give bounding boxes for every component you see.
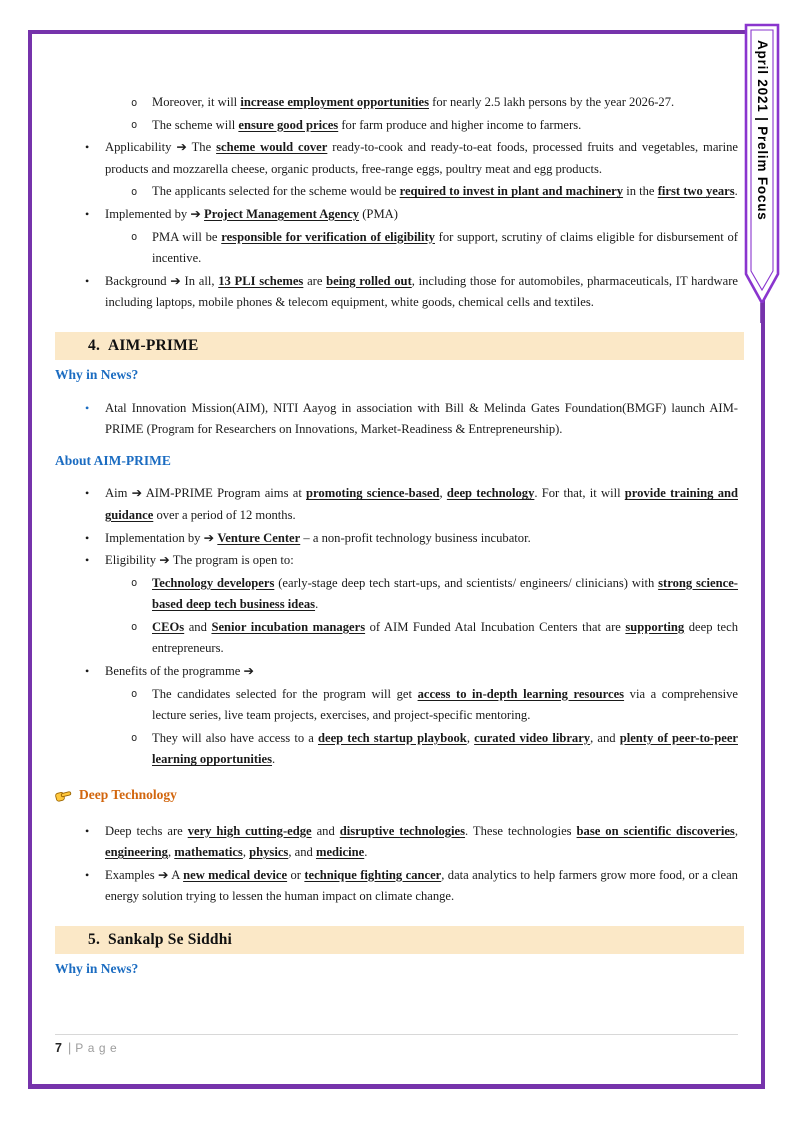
- text-run: via a comprehensive lecture series, live team projects, exercises, and project-specific mentoring.: [152, 686, 738, 723]
- section-header: [55, 926, 744, 954]
- bullet-item: [55, 398, 738, 441]
- bullet-marker-icon: •: [85, 823, 90, 838]
- text-run: ,: [734, 823, 738, 838]
- page-footer: [55, 1041, 121, 1055]
- text-run-bold-underline: base on scientific discoveries: [576, 823, 735, 838]
- text-run-bold-underline: disruptive technologies: [339, 823, 466, 838]
- text-run-bold-underline: first two years: [657, 184, 735, 199]
- text-run-bold-underline: engineering: [105, 845, 168, 860]
- text-run: are: [303, 273, 327, 288]
- text-run-bold-underline: Venture Center: [217, 530, 301, 545]
- text-run: Implemented by ➔: [105, 206, 205, 221]
- footer-divider: [55, 1034, 738, 1035]
- bullet-marker-icon: •: [85, 867, 90, 882]
- section-number: 4.: [88, 336, 101, 354]
- text-run: ,: [242, 845, 250, 860]
- text-run: Background ➔ In all,: [105, 273, 219, 288]
- text-run: over a period of 12 months.: [153, 507, 296, 522]
- bullet-item: [55, 661, 738, 683]
- text-run-bold-underline: provide training and guidance: [105, 486, 738, 522]
- document-content: [55, 92, 738, 992]
- text-run-bold-underline: curated video library: [474, 730, 591, 745]
- bullet-marker-icon: o: [131, 119, 138, 132]
- bullet-item: [55, 865, 738, 908]
- bullet-marker-icon: •: [85, 553, 90, 568]
- text-run: for support, scrutiny of claims eligible for disbursement of incentive.: [152, 229, 738, 266]
- sub-bullet-item: [55, 92, 738, 114]
- text-run-bold-underline: responsible for verification of eligibility: [221, 229, 435, 244]
- text-run-bold-underline: CEOs: [152, 619, 185, 634]
- text-run-bold-underline: deep tech startup playbook: [317, 730, 467, 745]
- text-run-bold-underline: physics: [249, 845, 289, 860]
- bullet-marker-icon: o: [131, 577, 138, 590]
- bullet-marker-icon: •: [85, 273, 90, 288]
- bullet-item: [55, 137, 738, 180]
- sub-bullet-item: [55, 573, 738, 616]
- text-run: ,: [439, 486, 447, 501]
- bullet-item: [55, 821, 738, 864]
- bullet-item: [55, 483, 738, 526]
- text-run: – a non-profit technology business incubator.: [300, 530, 531, 545]
- text-run: Benefits of the programme ➔: [105, 664, 255, 679]
- bullet-marker-icon: •: [85, 530, 90, 545]
- text-run: for farm produce and higher income to farmers.: [338, 117, 582, 132]
- text-run: Eligibility ➔ The program is open to:: [105, 553, 294, 568]
- text-run: . These technologies: [465, 823, 577, 838]
- text-run: of AIM Funded Atal Incubation Centers that are: [365, 619, 626, 634]
- bullet-marker-icon: o: [131, 231, 138, 244]
- text-run: Aim ➔ AIM-PRIME Program aims at: [105, 486, 307, 501]
- footer-separator: |: [67, 1041, 72, 1055]
- bullet-item: [55, 204, 738, 226]
- text-run: The scheme will: [152, 117, 239, 132]
- heading-label: Why in News?: [55, 961, 139, 976]
- section-title: AIM-PRIME: [108, 336, 199, 354]
- sub-bullet-item: [55, 227, 738, 270]
- section-header: [55, 332, 744, 360]
- text-run-bold-underline: required to invest in plant and machinery: [399, 184, 624, 199]
- text-run: PMA will be: [152, 229, 222, 244]
- text-run-bold-underline: deep technology: [446, 486, 535, 501]
- text-run: Implementation by ➔: [105, 530, 218, 545]
- text-run: . For that, it will: [534, 486, 625, 501]
- bullet-marker-icon: •: [85, 140, 90, 155]
- sub-heading: [55, 364, 738, 386]
- sub-bullet-item: [55, 115, 738, 137]
- side-tab: [743, 22, 781, 324]
- text-run: , and: [288, 845, 316, 860]
- text-run: Atal Innovation Mission(AIM), NITI Aayog in association with Bill & Melinda Gates Foundation(BMGF) launch AIM-PRIME (Program for Researchers on Innovations, Market-Readiness & Entrepreneurship).: [105, 400, 738, 437]
- text-run-bold-underline: increase employment opportunities: [240, 95, 430, 109]
- text-run: They will also have access to a: [152, 730, 318, 745]
- text-run: ready-to-cook and ready-to-eat foods, processed fruits and vegetables, marine products and mozzarella cheese, organic products, free-range eggs, poultry meat and egg products.: [105, 140, 738, 176]
- bullet-marker-icon: o: [131, 688, 138, 701]
- heading-label: Deep Technology: [79, 787, 177, 803]
- text-run: .: [364, 845, 368, 860]
- text-run-bold-underline: supporting: [625, 619, 685, 634]
- page-number: 7: [55, 1041, 62, 1055]
- text-run: .: [272, 752, 276, 767]
- text-run-bold-underline: ensure good prices: [238, 117, 339, 132]
- topic-heading: [55, 784, 738, 806]
- text-run: Applicability ➔ The: [105, 140, 217, 155]
- text-run-bold-underline: Project Management Agency: [204, 206, 360, 221]
- bullet-item: [55, 550, 738, 572]
- text-run: .: [734, 184, 738, 199]
- bullet-marker-icon: o: [131, 732, 138, 745]
- bullet-marker-icon: •: [85, 206, 90, 221]
- heading-label: Why in News?: [55, 366, 139, 382]
- text-run: Deep techs are: [105, 823, 188, 838]
- text-run: The applicants selected for the scheme would be: [152, 184, 400, 199]
- pointing-hand-icon: [55, 788, 72, 802]
- bullet-marker-icon: •: [85, 664, 90, 679]
- text-run-bold-underline: strong science-based deep tech business ideas: [152, 575, 738, 612]
- text-run-bold-underline: scheme would cover: [216, 140, 328, 155]
- text-run: , data analytics to help farmers grow more food, or a clean energy solution trying to lessen the human impact on climate change.: [105, 867, 738, 904]
- text-run: , including those for automobiles, pharmaceuticals, IT hardware including laptops, mobile phones & telecom equipment, white goods, chemical cells and textiles.: [105, 273, 738, 310]
- text-run-bold-underline: being rolled out: [326, 273, 412, 288]
- bullet-marker-icon: •: [85, 486, 90, 501]
- section-title: Sankalp Se Siddhi: [108, 931, 233, 948]
- text-run: Moreover, it will: [152, 95, 241, 109]
- text-run: or: [287, 867, 305, 882]
- text-run: ,: [466, 730, 475, 745]
- text-run-bold-underline: plenty of peer-to-peer learning opportunities: [152, 730, 738, 767]
- bullet-marker-icon: o: [131, 185, 138, 198]
- bullet-marker-icon: o: [131, 96, 138, 109]
- text-run-bold-underline: access to in-depth learning resources: [417, 686, 625, 701]
- text-run-bold-underline: new medical device: [183, 867, 288, 882]
- text-run-bold-underline: Senior incubation managers: [211, 619, 366, 634]
- text-run: (PMA): [359, 206, 398, 221]
- text-run: and: [311, 823, 340, 838]
- bullet-marker-icon: •: [85, 400, 90, 415]
- sub-bullet-item: [55, 617, 738, 660]
- text-run-bold-underline: very high cutting-edge: [187, 823, 312, 838]
- text-run: in the: [623, 184, 658, 199]
- text-run: , and: [590, 730, 620, 745]
- text-run: .: [315, 597, 319, 612]
- sub-heading: [55, 450, 738, 472]
- bullet-marker-icon: o: [131, 621, 138, 634]
- sub-heading: [55, 958, 738, 980]
- text-run: for nearly 2.5 lakh persons by the year 2026-27.: [429, 95, 675, 109]
- text-run: The candidates selected for the program will get: [152, 686, 418, 701]
- text-run-bold-underline: promoting science-based: [306, 486, 440, 501]
- sub-bullet-item: [55, 684, 738, 727]
- text-run-bold-underline: Technology developers: [152, 575, 275, 590]
- bullet-item: [55, 271, 738, 314]
- text-run: (early-stage deep tech start-ups, and scientists/ engineers/ clinicians) with: [274, 575, 659, 590]
- footer-label: Page: [75, 1041, 122, 1055]
- text-run: and: [184, 619, 212, 634]
- text-run-bold-underline: mathematics: [174, 845, 243, 860]
- bullet-item: [55, 528, 738, 550]
- text-run-bold-underline: 13 PLI schemes: [218, 273, 304, 288]
- heading-label: About AIM-PRIME: [55, 452, 171, 468]
- text-run: deep tech entrepreneurs.: [152, 619, 738, 656]
- text-run-bold-underline: medicine: [315, 845, 365, 860]
- side-tab-label: April 2021 | Prelim Focus: [755, 40, 770, 221]
- sub-bullet-item: [55, 728, 738, 771]
- section-number: 5.: [88, 931, 101, 948]
- sub-bullet-item: [55, 181, 738, 203]
- text-run: ,: [167, 845, 175, 860]
- text-run: Examples ➔ A: [105, 867, 184, 882]
- text-run-bold-underline: technique fighting cancer: [304, 867, 442, 882]
